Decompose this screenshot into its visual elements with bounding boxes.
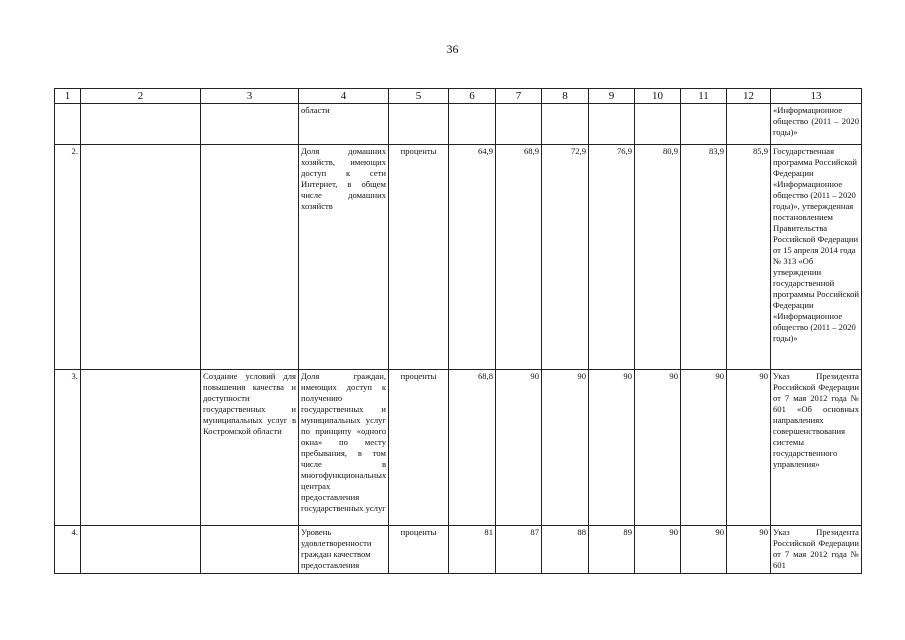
cell-task [201,104,299,145]
table-row [55,104,862,145]
header-cell: 11 [681,89,727,104]
table-row [55,145,862,370]
header-cell: 10 [635,89,681,104]
header-cell: 5 [389,89,449,104]
cell-value [449,104,496,145]
cell-goal [81,104,201,145]
cell-value [681,104,727,145]
cell-value: 72,9 [542,145,589,370]
cell-value: 90 [496,370,542,526]
cell-number: 4. [55,526,81,574]
cell-unit: проценты [389,145,449,370]
cell-task: Создание условий для повышения качества и доступности государственных и муниципальных услуг в Костромской области [201,370,299,526]
cell-value [589,104,635,145]
cell-indicator: Доля домашних хозяйств, имеющих доступ к сети Интернет, в общем числе домашних хозяйств [299,145,389,370]
cell-value: 85,9 [727,145,771,370]
cell-source: Указ Президента Российской Федерации от 7 мая 2012 года № 601 «Об основных направлениях совершенствования системы государственного управления» [771,370,862,526]
cell-unit: проценты [389,370,449,526]
header-cell: 6 [449,89,496,104]
header-cell: 8 [542,89,589,104]
cell-value: 76,9 [589,145,635,370]
header-cell: 2 [81,89,201,104]
cell-value: 68,9 [496,145,542,370]
cell-source: Государственная программа Российской Федерации «Информационное общество (2011 – 2020 годы)», утвержденная постановлением Правительства Российской Федерации от 15 апреля 2014 года № 313 «Об утверждении государственной программы Российской Федерации «Информационное общество (2011 – 2020 годы)» [771,145,862,370]
header-cell: 3 [201,89,299,104]
cell-unit [389,104,449,145]
header-cell: 9 [589,89,635,104]
cell-goal [81,526,201,574]
table-row [55,526,862,574]
cell-number [55,104,81,145]
cell-value: 90 [635,370,681,526]
cell-value: 90 [589,370,635,526]
cell-value [635,104,681,145]
cell-value: 87 [496,526,542,574]
cell-source: «Информационное общество (2011 – 2020 годы)» [771,104,862,145]
cell-value: 64,9 [449,145,496,370]
cell-value [496,104,542,145]
header-cell: 13 [771,89,862,104]
cell-indicator: Уровень удовлетворенности граждан качеством предоставления [299,526,389,574]
cell-value [727,104,771,145]
cell-value: 81 [449,526,496,574]
page-number: 36 [446,42,459,56]
cell-value: 90 [727,370,771,526]
cell-value: 90 [681,526,727,574]
cell-task [201,145,299,370]
header-cell: 7 [496,89,542,104]
cell-goal [81,145,201,370]
cell-value: 90 [727,526,771,574]
cell-value: 68,8 [449,370,496,526]
cell-source: Указ Президента Российской Федерации от 7 мая 2012 года № 601 [771,526,862,574]
cell-value: 89 [589,526,635,574]
cell-value: 80,9 [635,145,681,370]
table-header-row [55,89,862,104]
cell-indicator: области [299,104,389,145]
table-row [55,370,862,526]
cell-task [201,526,299,574]
cell-goal [81,370,201,526]
cell-indicator: Доля граждан, имеющих доступ к получению государственных и муниципальных услуг по принципу «одного окна» по месту пребывания, в том числе в многофункциональных центрах предоставления государственных услуг [299,370,389,526]
cell-value: 90 [635,526,681,574]
cell-value: 90 [681,370,727,526]
cell-value: 90 [542,370,589,526]
cell-unit: проценты [389,526,449,574]
cell-value: 88 [542,526,589,574]
header-cell: 12 [727,89,771,104]
header-cell: 4 [299,89,389,104]
header-cell: 1 [55,89,81,104]
cell-value: 83,9 [681,145,727,370]
cell-value [542,104,589,145]
cell-number: 2. [55,145,81,370]
cell-number: 3. [55,370,81,526]
indicators-table [54,88,862,574]
